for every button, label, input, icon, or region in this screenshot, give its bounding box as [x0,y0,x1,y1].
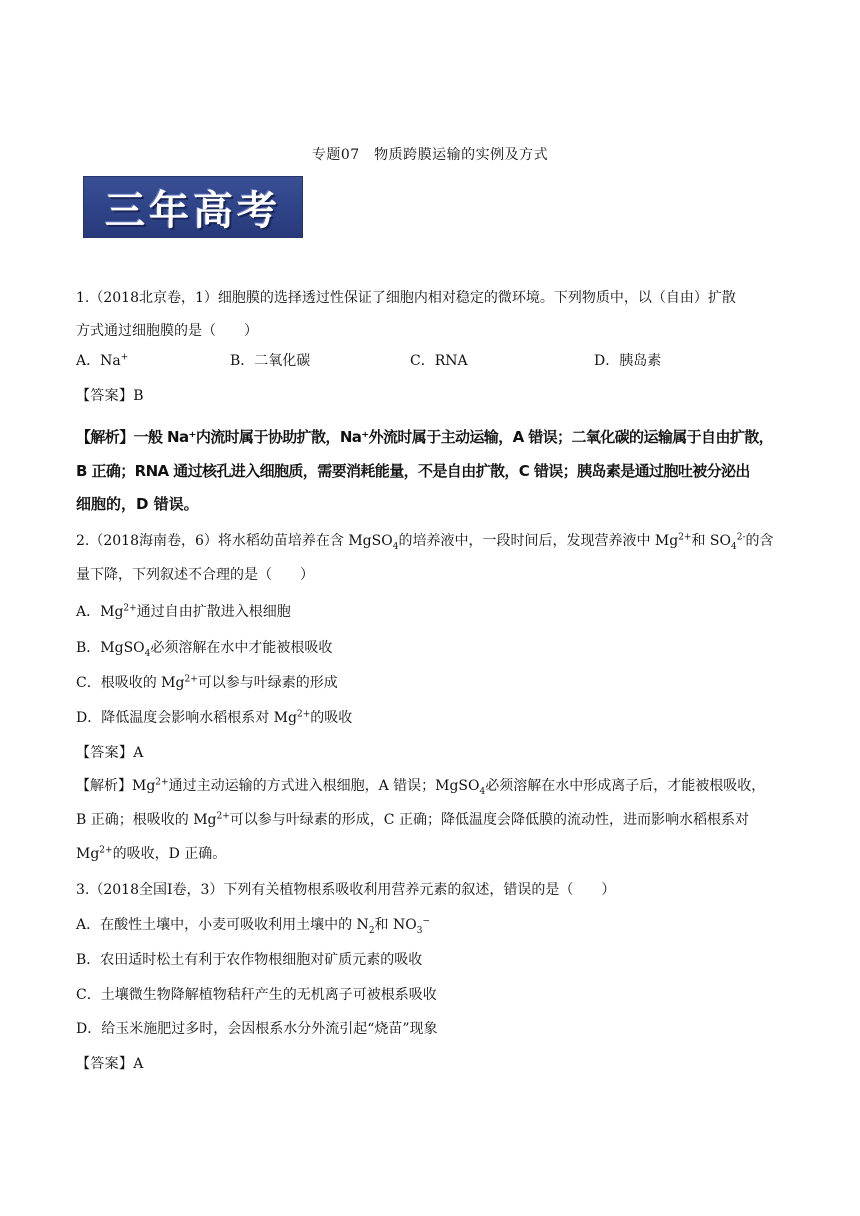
q1-answer: 【答案】B [76,388,144,404]
q1-analysis-line3: 细胞的，D 错误。 [76,495,199,513]
q2-analysis-line1: 【解析】$Mg^{2+}$通过主动运输的方式进入根细胞，A 错误；MgSO$_4$必须溶解在水中形成离子后，才能被根吸收， [76,777,766,797]
q3-option-a: A．在酸性土壤中，小麦可吸收利用土壤中的 $N_2$和 $NO_3^-$ [76,916,431,936]
q2-stem-line1: 2.（2018海南卷，6）将水稻幼苗培养在含 MgSO$_4$的培养液中，一段时间后，发现营养液中 $Mg^{2+}$和 $SO_4^{2-}$的含 [76,532,774,552]
q3-option-c: C．土壤微生物降解植物秸秆产生的无机离子可被根系吸收 [76,987,437,1003]
q1-analysis-line1: 【解析】一般 Na⁺内流时属于协助扩散，Na⁺外流时属于主动运输，A 错误；二氧化碳的运输属于自由扩散， [76,428,774,446]
q2-analysis-line2: B 正确；根吸收的 $Mg^{2+}$可以参与叶绿素的形成，C 正确；降低温度会降低膜的流动性，进而影响水稻根系对 [76,811,749,828]
q2-option-c: C．根吸收的 $Mg^{2+}$可以参与叶绿素的形成 [76,674,338,691]
q1-option-c: C．RNA [410,353,468,369]
q1-option-a: A．Na+ [76,352,129,369]
q2-option-b: B．MgSO$_4$必须溶解在水中才能被根吸收 [76,640,333,659]
q3-option-d: D．给玉米施肥过多时，会因根系水分外流引起“烧苗”现象 [76,1021,438,1037]
section-banner [83,176,303,238]
q2-option-a: A．$Mg^{2+}$通过自由扩散进入根细胞 [76,603,291,620]
q1-analysis-line2: B 正确；RNA 通过核孔进入细胞质，需要消耗能量，不是自由扩散，C 错误；胰岛素是通过胞吐被分泌出 [76,462,750,480]
q1-stem-line1: 1.（2018北京卷，1）细胞膜的选择透过性保证了细胞内相对稳定的微环境。下列物质中，以（自由）扩散 [76,290,736,306]
q2-option-d: D．降低温度会影响水稻根系对 $Mg^{2+}$的吸收 [76,709,353,726]
q3-stem-line1: 3.（2018全国Ⅰ卷，3）下列有关植物根系吸收利用营养元素的叙述，错误的是（ ） [76,882,616,898]
q1-option-d: D．胰岛素 [594,353,662,369]
banner-text: 三年高考 [105,187,281,234]
q2-answer: 【答案】A [76,745,144,761]
q1-stem-line2: 方式通过细胞膜的是（ ） [76,323,258,339]
page-title: 专题07 物质跨膜运输的实例及方式 [311,147,549,163]
q3-option-b: B．农田适时松土有利于农作物根细胞对矿质元素的吸收 [76,952,423,968]
q1-option-b: B．二氧化碳 [230,353,311,369]
q2-analysis-line3: $Mg^{2+}$的吸收，D 正确。 [76,845,227,862]
q2-stem-line2: 量下降，下列叙述不合理的是（ ） [76,567,314,583]
q3-answer: 【答案】A [76,1056,144,1072]
